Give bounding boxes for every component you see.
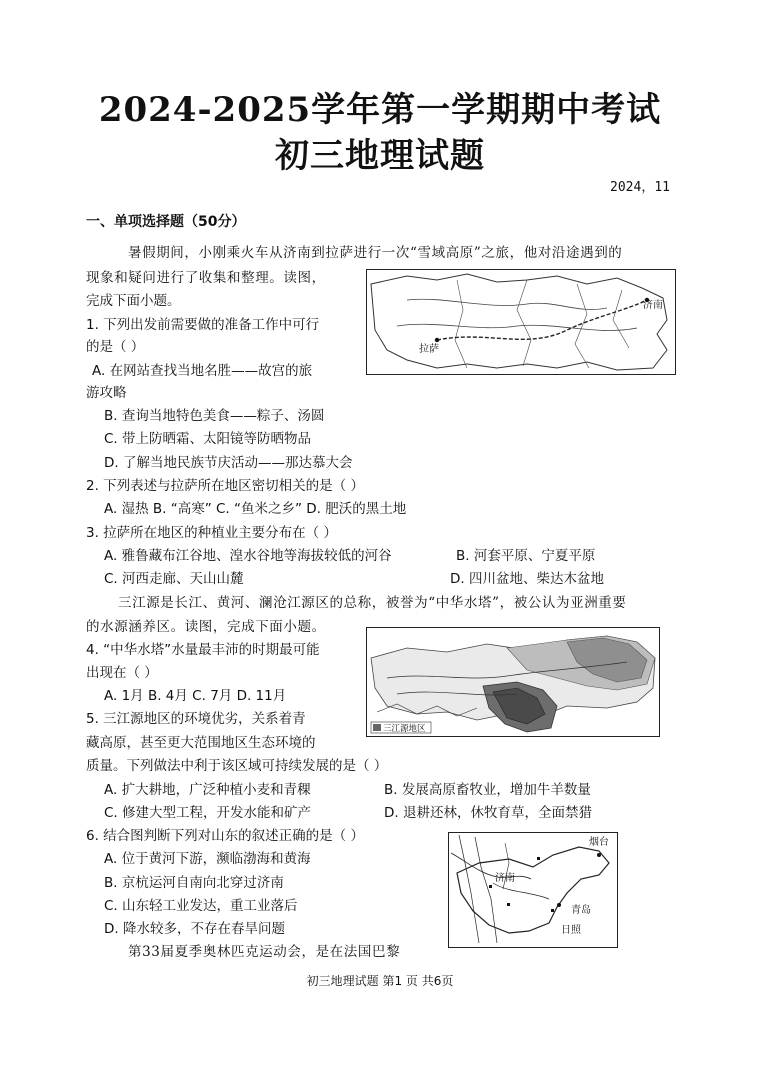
map2-legend: 三江源地区 — [383, 724, 426, 734]
q1-stem-1: 1. 下列出发前需要做的准备工作中可行 — [86, 317, 320, 333]
intro2-line2: 的水源涵养区。读图，完成下面小题。 — [86, 619, 326, 635]
exam-subtitle: 初三地理试题 — [275, 136, 485, 176]
q5-stem-1: 5. 三江源地区的环境优劣，关系着青 — [86, 711, 306, 727]
q3-option-a: A. 雅鲁藏布江谷地、湟水谷地等海拔较低的河谷 — [104, 548, 392, 564]
q5-option-b: B. 发展高原畜牧业，增加牛羊数量 — [384, 782, 591, 798]
q6-option-a: A. 位于黄河下游，濒临渤海和黄海 — [104, 851, 311, 867]
q5-option-c: C. 修建大型工程，开发水能和矿产 — [104, 805, 312, 821]
exam-title: 2024-2025学年第一学期期中考试 — [98, 90, 662, 130]
q6-stem: 6. 结合图判断下列对山东的叙述正确的是（ ） — [86, 828, 364, 844]
q4-options: A. 1月 B. 4月 C. 7月 D. 11月 — [104, 688, 287, 704]
page-footer: 初三地理试题 第1 页 共6页 — [306, 974, 454, 988]
q6-option-b: B. 京杭运河自南向北穿过济南 — [104, 875, 284, 891]
q1-option-c: C. 带上防晒霜、太阳镜等防晒物品 — [104, 431, 312, 447]
map3-label-qingdao: 青岛 — [571, 905, 591, 916]
intro3-line1: 第33届夏季奥林匹克运动会，是在法国巴黎 — [128, 944, 401, 960]
q3-option-b: B. 河套平原、宁夏平原 — [456, 548, 596, 564]
intro1-line2: 现象和疑问进行了收集和整理。读图， — [86, 270, 326, 286]
intro2-line1: 三江源是长江、黄河、澜沧江源区的总称，被誉为“中华水塔”，被公认为亚洲重要 — [118, 595, 627, 611]
q1-stem-2: 的是（ ） — [86, 339, 145, 355]
intro1-line3: 完成下面小题。 — [86, 293, 181, 309]
intro1-line1: 暑假期间，小刚乘火车从济南到拉萨进行一次“雪域高原”之旅，他对沿途遇到的 — [128, 245, 623, 261]
map-shandong — [448, 832, 618, 948]
q6-option-c: C. 山东轻工业发达，重工业落后 — [104, 898, 298, 914]
q1-option-a-1: A. 在网站查找当地名胜——故宫的旅 — [92, 363, 313, 379]
q5-stem-3: 质量。下列做法中利于该区域可持续发展的是（ ） — [86, 758, 388, 774]
q1-option-b: B. 查询当地特色美食——粽子、汤圆 — [104, 408, 325, 424]
q1-option-a-2: 游攻略 — [86, 385, 127, 401]
map3-label-rizhao: 日照 — [561, 925, 581, 936]
q5-stem-2: 藏高原，甚至更大范围地区生态环境的 — [86, 735, 316, 751]
q1-option-d: D. 了解当地民族节庆活动——那达慕大会 — [104, 455, 353, 471]
map3-label-yantai: 烟台 — [589, 837, 609, 848]
q4-stem-2: 出现在（ ） — [86, 665, 158, 681]
q3-option-d: D. 四川盆地、柴达木盆地 — [450, 571, 604, 587]
q2-options: A. 湿热 B. “高寒” C. “鱼米之乡” D. 肥沃的黑土地 — [104, 501, 407, 517]
map3-label-jinan: 济南 — [495, 873, 515, 884]
map-sanjiangyuan — [366, 627, 660, 737]
map1-label-lasa: 拉萨 — [419, 344, 439, 355]
q5-option-d: D. 退耕还林，休牧育草，全面禁猎 — [384, 805, 592, 821]
q4-stem-1: 4. “中华水塔”水量最丰沛的时期最可能 — [86, 642, 320, 658]
map1-label-jinan: 济南 — [643, 300, 663, 311]
map-jinan-lasa — [366, 269, 676, 375]
q3-stem: 3. 拉萨所在地区的种植业主要分布在（ ） — [86, 525, 337, 541]
exam-date: 2024，11 — [610, 180, 670, 195]
q2-stem: 2. 下列表述与拉萨所在地区密切相关的是（ ） — [86, 478, 364, 494]
q6-option-d: D. 降水较多，不存在春旱问题 — [104, 921, 285, 937]
q3-option-c: C. 河西走廊、天山山麓 — [104, 571, 244, 587]
q5-option-a: A. 扩大耕地，广泛种植小麦和青稞 — [104, 782, 311, 798]
section-title: 一、单项选择题（50分） — [86, 214, 246, 230]
